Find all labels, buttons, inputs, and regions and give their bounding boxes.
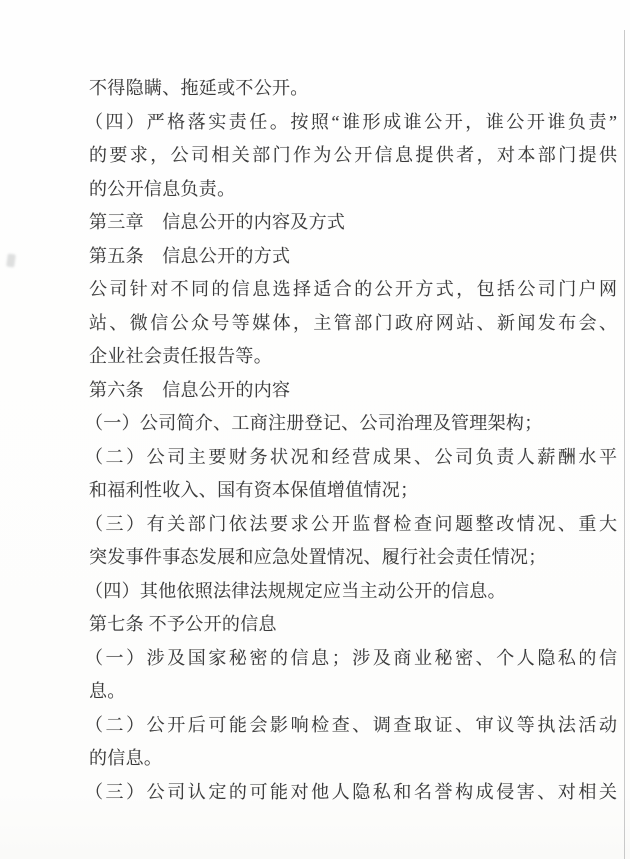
scan-smudge — [6, 254, 16, 268]
text-line: 第七条 不予公开的信息 — [89, 614, 277, 634]
text-line: 不得隐瞒、拖延或不公开。 — [89, 78, 309, 98]
text-line: 第五条 信息公开的方式 — [89, 245, 291, 266]
text-line: （三）公司认定的可能对他人隐私和名誉构成侵害、对相关 — [85, 781, 617, 802]
text-line: （一）涉及国家秘密的信息；涉及商业秘密、个人隐私的信 — [85, 647, 617, 668]
text-line: 站、微信公众号等媒体，主管部门政府网站、新闻发布会、 — [89, 312, 617, 333]
text-line: 和福利性收入、国有资本保值增值情况； — [89, 480, 419, 500]
text-line: （二）公开后可能会影响检查、调查取证、审议等执法活动 — [85, 714, 617, 735]
page-edge-line — [624, 30, 625, 859]
text-line: （三）有关部门依法要求公开监督检查问题整改情况、重大 — [85, 513, 617, 534]
text-line: （二）公司主要财务状况和经营成果、公司负责人薪酬水平 — [85, 446, 617, 467]
text-line: 第三章 信息公开的内容及方式 — [89, 212, 346, 232]
text-line: 息。 — [89, 681, 126, 701]
text-line: （四）其他依照法律法规规定应当主动公开的信息。 — [85, 580, 506, 601]
text-line: 公司针对不同的信息选择适合的公开方式，包括公司门户网 — [89, 279, 617, 299]
text-line: 的公开信息负责。 — [89, 178, 236, 199]
document-text-column — [85, 72, 617, 809]
text-line: （四）严格落实责任。按照“谁形成谁公开，谁公开谁负责” — [85, 111, 617, 132]
text-line: 突发事件事态发展和应急处置情况、履行社会责任情况； — [89, 547, 547, 567]
text-line: 的信息。 — [89, 748, 163, 768]
text-line: 的要求，公司相关部门作为公开信息提供者，对本部门提供 — [89, 145, 617, 165]
text-line: 第六条 信息公开的内容 — [89, 379, 291, 400]
text-line: 企业社会责任报告等。 — [89, 346, 272, 366]
text-line: （一）公司简介、工商注册登记、公司治理及管理架构； — [85, 413, 543, 433]
